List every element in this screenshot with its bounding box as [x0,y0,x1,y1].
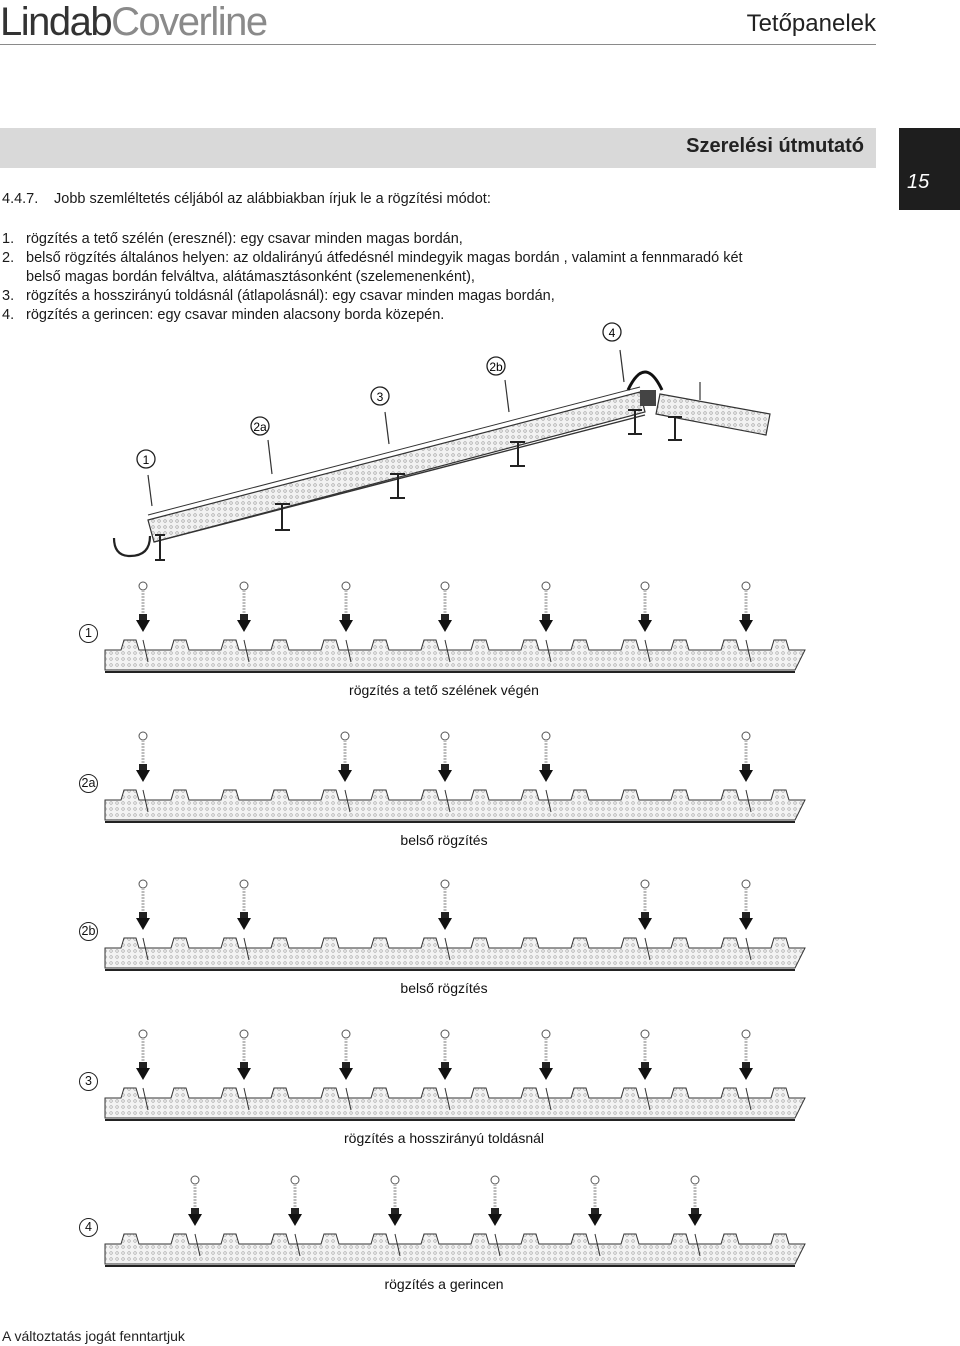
panel-diagram [0,876,960,976]
list-number: 4. [2,307,15,323]
roof-panel-right [656,394,770,435]
list-text: rögzítés a tető szélén (eresznél): egy csavar minden magas bordán, [26,231,463,247]
callout-label: 1 [142,453,150,467]
panel-label: 4 [79,1218,98,1237]
callout-label: 3 [376,390,384,404]
sandwich-panel [105,790,805,820]
list-number: 3. [2,288,15,304]
brand-logo [0,0,267,44]
callout-label: 2a [253,420,267,434]
sandwich-panel [105,1088,805,1118]
panel-caption: rögzítés a gerincen [384,1276,504,1292]
roof-screws [148,350,700,506]
callout-label: 2b [489,360,503,374]
roof-panel-left [148,392,645,542]
list-text: rögzítés a hosszirányú toldásnál (átlapolásnál): egy csavar minden magas bordán, [26,288,555,304]
panel-diagram [0,728,960,828]
callout-label: 4 [608,326,616,340]
brand-name-secondary: Coverline [111,0,267,44]
list-item [2,287,555,306]
panel-diagram [0,1026,960,1126]
intro-number: 4.4.7. [2,191,39,207]
panel-label: 3 [79,1072,98,1091]
brand-name-primary: Lindab [0,0,112,44]
section-banner [0,128,876,168]
ridge-cap [628,372,662,390]
sandwich-panel [105,1234,805,1264]
list-item-continuation [2,268,475,287]
sandwich-panel [105,938,805,968]
intro-line [2,190,491,209]
list-item [2,230,463,249]
list-text: belső rögzítés általános helyen: az oldalirányú átfedésnél mindegyik magas bordán , valamint a fennmaradó két [26,250,743,266]
roof-callouts [137,323,621,468]
gutter [114,536,150,556]
page-number: 15 [907,171,930,193]
panel-diagram [0,578,960,678]
list-text: rögzítés a gerincen: egy csavar minden alacsony borda közepén. [26,307,445,323]
panel-caption: rögzítés a hosszirányú toldásnál [344,1130,544,1146]
list-text: belső magas bordán felváltva, alátámasztásonként (szelemenenként), [26,269,475,285]
panel-caption: belső rögzítés [400,832,488,848]
section-title: Szerelési útmutató [686,135,864,157]
page-number-tab [899,128,960,210]
list-number: 2. [2,250,15,266]
intro-text: Jobb szemléltetés céljából az alábbiakban írjuk le a rögzítési módot: [54,191,491,207]
list-item [2,249,743,268]
footer-note: A változtatás jogát fenntartjuk [2,1328,185,1344]
panel-label: 1 [79,624,98,643]
sandwich-panel [105,640,805,670]
header-divider [0,44,876,45]
panel-label: 2a [79,774,98,793]
purlins [155,410,682,560]
document-title: Tetőpanelek [746,10,876,37]
panel-label: 2b [79,922,98,941]
panel-diagram [0,1172,960,1272]
roof-section-drawing [0,320,960,580]
list-number: 1. [2,231,15,247]
panel-caption: rögzítés a tető szélének végén [349,682,539,698]
panel-caption: belső rögzítés [400,980,488,996]
